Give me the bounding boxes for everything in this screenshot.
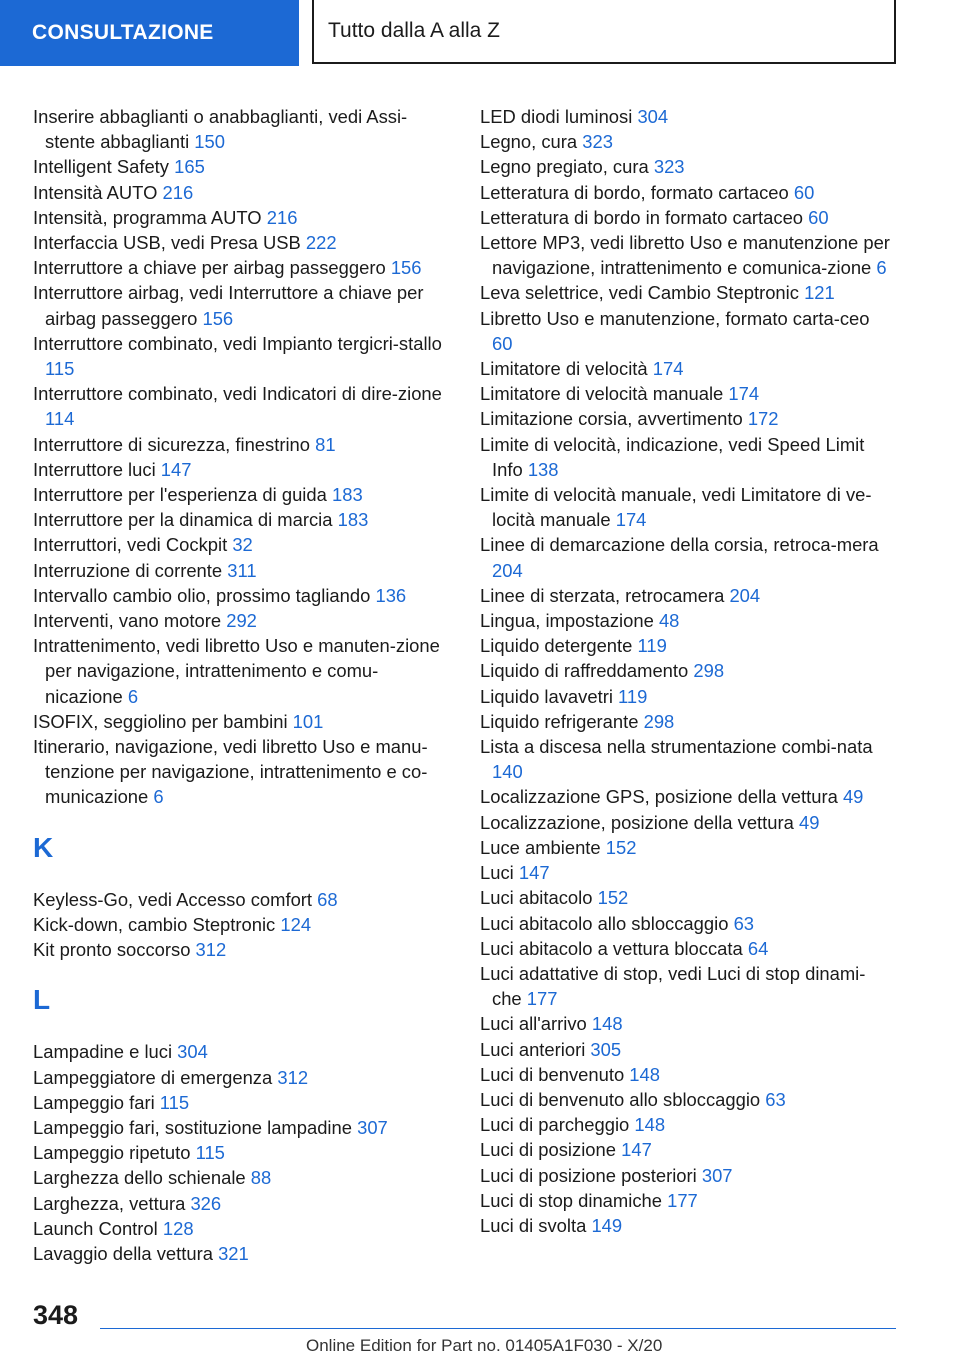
page-reference-link[interactable]: 124	[280, 913, 312, 935]
index-entry-text: Letteratura di bordo in formato cartaceo	[480, 206, 804, 228]
index-entry	[480, 306, 892, 356]
index-entry-text: Interruttore per l'esperienza di guida	[33, 484, 327, 506]
index-entry-text: Lampeggio fari	[33, 1091, 155, 1113]
index-entry-text: Lavaggio della vettura	[33, 1242, 213, 1264]
page-reference-link[interactable]: 298	[643, 710, 675, 732]
index-entry	[33, 1065, 453, 1090]
index-entry-text: Limitatore di velocità manuale	[480, 383, 724, 405]
index-entry-text: Interruttore luci	[33, 458, 156, 480]
index-entry	[33, 205, 453, 230]
page-reference-link[interactable]: 147	[518, 862, 550, 884]
index-entry-text: Interfaccia USB, vedi Presa USB	[33, 232, 301, 254]
index-entry	[480, 1163, 892, 1188]
index-entry-text: Larghezza dello schienale	[33, 1167, 246, 1189]
index-entry	[480, 936, 892, 961]
page-reference-link[interactable]: 114	[45, 408, 75, 430]
index-entry-text: Kit pronto soccorso	[33, 939, 191, 961]
index-entry	[33, 608, 453, 633]
index-entry-text: Luci abitacolo allo sbloccaggio	[480, 912, 729, 934]
index-entry-text: Itinerario, navigazione, vedi libretto Uso e manu-tenzione per navigazione, intrattenimento e co-municazione	[33, 736, 428, 808]
page-reference-link[interactable]: 312	[195, 939, 227, 961]
index-entry-text: Liquido lavavetri	[480, 685, 613, 707]
index-entry	[480, 180, 892, 205]
index-entry	[480, 129, 892, 154]
index-entry	[480, 532, 892, 582]
index-entry	[480, 1062, 892, 1087]
index-entry	[33, 1165, 453, 1190]
index-entry-text: Lista a discesa nella strumentazione combi-nata	[480, 736, 873, 758]
index-entry	[33, 1241, 453, 1266]
page-reference-link[interactable]: 304	[637, 106, 669, 127]
page-reference-link[interactable]: 115	[45, 358, 75, 380]
index-entry	[33, 1039, 453, 1064]
index-entry-text: Lettore MP3, vedi libretto Uso e manutenzione per navigazione, intrattenimento e comunica-zione	[480, 232, 890, 279]
index-entry	[33, 734, 453, 810]
index-entry	[480, 406, 892, 431]
index-entry	[33, 280, 453, 330]
index-entry-text: Inserire abbaglianti o anabbaglianti, vedi Assi-stente abbaglianti	[33, 106, 408, 153]
index-entry	[33, 154, 453, 179]
page-reference-link[interactable]: 6	[876, 257, 887, 279]
index-entry-text: Localizzazione GPS, posizione della vettura	[480, 786, 838, 808]
index-entry-text: Luci di benvenuto allo sbloccaggio	[480, 1088, 761, 1110]
index-entry-text: Legno, cura	[480, 131, 578, 153]
index-letter-heading: L	[33, 984, 51, 1016]
index-entry-text: Luci all'arrivo	[480, 1013, 587, 1035]
page-reference-link[interactable]: 326	[190, 1192, 222, 1214]
index-entry-text: Luci adattative di stop, vedi Luci di stop dinami-che	[480, 962, 866, 1010]
page-reference-link[interactable]: 311	[227, 559, 257, 581]
index-entry	[480, 230, 892, 280]
index-entry	[480, 784, 892, 809]
page-reference-link[interactable]: 119	[618, 685, 648, 707]
page-reference-link[interactable]: 148	[591, 1013, 623, 1035]
page-reference-link[interactable]: 292	[226, 610, 257, 632]
index-column-right	[480, 104, 892, 1238]
index-entry	[33, 180, 453, 205]
index-entry	[480, 104, 892, 129]
page-reference-link[interactable]: 321	[218, 1242, 249, 1264]
index-entry-text: Luce ambiente	[480, 836, 601, 858]
index-column-left	[33, 104, 453, 1266]
index-entry	[480, 734, 892, 784]
index-entry-text: Linee di sterzata, retrocamera	[480, 584, 725, 606]
index-entry	[33, 633, 453, 709]
index-entry	[33, 331, 453, 381]
index-entry-text: Liquido refrigerante	[480, 710, 639, 732]
index-entry	[33, 532, 453, 557]
index-entry-text: Interruttore di sicurezza, finestrino	[33, 433, 310, 455]
index-entry	[33, 709, 453, 734]
page-reference-link[interactable]: 165	[174, 156, 205, 178]
page-reference-link[interactable]: 60	[793, 181, 815, 203]
index-entry-text: Linee di demarcazione della corsia, retroca-mera	[480, 534, 879, 556]
page-reference-link[interactable]: 149	[591, 1214, 623, 1236]
index-entry-text: Luci di posizione posteriori	[480, 1164, 697, 1186]
index-entry-text: Intervallo cambio olio, prossimo tagliando	[33, 584, 371, 606]
index-entry	[33, 1216, 453, 1241]
page-reference-link[interactable]: 152	[605, 836, 637, 858]
index-entry-text: Interruttore airbag, vedi Interruttore a chiave per airbag passeggero	[33, 282, 424, 329]
index-entry-text: Keyless-Go, vedi Accesso comfort	[33, 888, 313, 910]
index-entry	[480, 356, 892, 381]
index-entry	[480, 709, 892, 734]
index-entry-text: Interruzione di corrente	[33, 559, 223, 581]
page-reference-link[interactable]: 305	[590, 1038, 622, 1060]
index-entry	[480, 583, 892, 608]
index-entry	[480, 1137, 892, 1162]
index-entry	[480, 1112, 892, 1137]
page-reference-link[interactable]: 136	[375, 584, 407, 606]
index-entry	[480, 432, 892, 482]
index-entry	[33, 457, 453, 482]
index-entry	[480, 608, 892, 633]
index-entry-text: Liquido di raffreddamento	[480, 660, 689, 682]
index-entry	[480, 810, 892, 835]
section-tab: CONSULTAZIONE	[0, 0, 299, 66]
index-letter-heading: K	[33, 831, 54, 863]
index-entry	[480, 684, 892, 709]
page-reference-link[interactable]: 183	[337, 509, 369, 531]
page-reference-link[interactable]: 48	[658, 610, 680, 632]
index-entry-text: Liquido detergente	[480, 635, 633, 657]
index-entry	[33, 1115, 453, 1140]
page-reference-link[interactable]: 307	[701, 1164, 733, 1186]
page-reference-link[interactable]: 121	[804, 282, 835, 304]
page-reference-link[interactable]: 147	[621, 1139, 652, 1161]
page-reference-link[interactable]: 177	[667, 1189, 698, 1211]
page-reference-link[interactable]: 138	[527, 458, 559, 480]
index-entry	[480, 381, 892, 406]
page-reference-link[interactable]: 115	[159, 1091, 190, 1113]
index-entry-text: Luci anteriori	[480, 1038, 586, 1060]
page-reference-link[interactable]: 88	[250, 1167, 272, 1189]
page-reference-link[interactable]: 183	[331, 484, 363, 506]
index-entry-text: Intrattenimento, vedi libretto Uso e manuten-zione per navigazione, intrattenimento e comu-nicazione	[33, 635, 440, 707]
page-reference-link[interactable]: 304	[177, 1041, 208, 1063]
index-entry-text: Limite di velocità, indicazione, vedi Speed Limit Info	[480, 433, 865, 480]
index-entry-text: Larghezza, vettura	[33, 1192, 186, 1214]
page-header	[0, 0, 960, 66]
index-entry-text: Limitazione corsia, avvertimento	[480, 408, 743, 430]
index-entry-text: Kick-down, cambio Steptronic	[33, 913, 276, 935]
index-entry-text: Luci di benvenuto	[480, 1063, 625, 1085]
page-reference-link[interactable]: 174	[728, 383, 760, 405]
index-entry	[480, 658, 892, 683]
page-reference-link[interactable]: 49	[842, 786, 864, 808]
page-reference-link[interactable]: 172	[747, 408, 779, 430]
footer-edition: Online Edition for Part no. 01405A1F030 - X/20	[306, 1336, 663, 1355]
page-reference-link[interactable]: 6	[153, 786, 164, 808]
index-entry-text: LED diodi luminosi	[480, 106, 633, 127]
index-entry-text: Localizzazione, posizione della vettura	[480, 811, 794, 833]
index-entry	[480, 482, 892, 532]
index-entry	[33, 912, 453, 937]
page-reference-link[interactable]: 60	[808, 206, 829, 228]
page-reference-link[interactable]: 150	[194, 131, 225, 153]
page-reference-link[interactable]: 152	[597, 887, 629, 909]
index-entry-text: Luci di parcheggio	[480, 1114, 630, 1136]
page-reference-link[interactable]: 156	[202, 307, 234, 329]
index-entry-text: Interruttore a chiave per airbag passeggero	[33, 257, 386, 279]
index-entry-text: Limitatore di velocità	[480, 358, 648, 380]
index-entry	[480, 1213, 892, 1238]
index-entry-text: Launch Control	[33, 1217, 158, 1239]
index-entry-text: Luci di stop dinamiche	[480, 1189, 662, 1211]
index-entry-text: Luci	[480, 862, 514, 884]
index-entry-text: Lampeggiatore di emergenza	[33, 1066, 273, 1088]
index-entry-text: Intensità AUTO	[33, 181, 158, 203]
page-reference-link[interactable]: 298	[693, 660, 725, 682]
index-entry	[480, 205, 892, 230]
index-entry	[480, 633, 892, 658]
index-entry	[33, 104, 453, 154]
index-entry-text: Legno pregiato, cura	[480, 156, 649, 178]
page-reference-link[interactable]: 216	[266, 206, 298, 228]
index-entry-text: Luci abitacolo a vettura bloccata	[480, 937, 743, 959]
page-reference-link[interactable]: 140	[492, 761, 523, 783]
index-entry-text: Libretto Uso e manutenzione, formato carta-ceo	[480, 307, 870, 329]
page-reference-link[interactable]: 115	[195, 1142, 225, 1164]
page-reference-link[interactable]: 6	[127, 685, 139, 707]
index-entry-text: Lampeggio fari, sostituzione lampadine	[33, 1116, 352, 1138]
index-entry-text: Lingua, impostazione	[480, 610, 654, 632]
page-reference-link[interactable]: 323	[582, 131, 613, 153]
index-entry-text: Lampeggio ripetuto	[33, 1142, 191, 1164]
index-entry	[480, 1087, 892, 1112]
index-entry-text: Interventi, vano motore	[33, 610, 222, 632]
index-entry	[33, 887, 453, 912]
page-reference-link[interactable]: 177	[526, 988, 558, 1010]
index-entry	[33, 1090, 453, 1115]
page-reference-link[interactable]: 147	[160, 458, 192, 480]
page-reference-link[interactable]: 128	[162, 1217, 194, 1239]
page-reference-link[interactable]: 204	[729, 584, 761, 606]
index-entry-text: Leva selettrice, vedi Cambio Steptronic	[480, 282, 799, 304]
index-entry-text: Letteratura di bordo, formato cartaceo	[480, 181, 789, 203]
index-entry-text: Lampadine e luci	[33, 1041, 173, 1063]
index-entry-text: Interruttori, vedi Cockpit	[33, 534, 228, 556]
page-reference-link[interactable]: 32	[232, 534, 253, 556]
index-entry-text: Interruttore combinato, vedi Indicatori di dire-zione	[33, 383, 442, 405]
page-reference-link[interactable]: 68	[317, 888, 338, 910]
index-entry	[33, 482, 453, 507]
index-entry	[480, 911, 892, 936]
index-entry	[33, 432, 453, 457]
index-entry-text: ISOFIX, seggiolino per bambini	[33, 710, 288, 732]
page-reference-link[interactable]: 148	[634, 1114, 666, 1136]
footer-divider	[100, 1328, 896, 1329]
page-reference-link[interactable]: 49	[798, 811, 820, 833]
index-entry	[33, 381, 453, 431]
page-reference-link[interactable]: 222	[305, 232, 337, 254]
index-entry	[33, 1140, 453, 1165]
index-entry-text: Luci abitacolo	[480, 887, 593, 909]
index-entry-text: Limite di velocità manuale, vedi Limitatore di ve-locità manuale	[480, 484, 872, 531]
index-entry	[480, 1037, 892, 1062]
chapter-title: Tutto dalla A alla Z	[312, 0, 896, 64]
index-entry	[33, 230, 453, 255]
page-reference-link[interactable]: 63	[733, 912, 755, 934]
index-entry	[480, 1188, 892, 1213]
page-reference-link[interactable]: 119	[637, 635, 667, 657]
index-entry	[480, 1011, 892, 1036]
index-entry	[480, 280, 892, 305]
index-entry	[480, 961, 892, 1011]
page-reference-link[interactable]: 174	[652, 358, 684, 380]
index-entry	[33, 1191, 453, 1216]
index-entry	[480, 860, 892, 885]
index-entry-text: Intensità, programma AUTO	[33, 206, 262, 228]
index-entry-text: Interruttore combinato, vedi Impianto tergicri-stallo	[33, 332, 442, 354]
page-reference-link[interactable]: 101	[292, 710, 324, 732]
index-entry	[33, 507, 453, 532]
page-number: 348	[33, 1300, 79, 1330]
index-entry-text: Luci di svolta	[480, 1214, 587, 1236]
index-entry	[33, 558, 453, 583]
page-reference-link[interactable]: 323	[653, 156, 685, 178]
page-reference-link[interactable]: 156	[390, 257, 422, 279]
page-reference-link[interactable]: 60	[492, 332, 513, 354]
index-entry	[33, 937, 453, 962]
page-reference-link[interactable]: 63	[765, 1088, 786, 1110]
index-entry-text: Luci di posizione	[480, 1139, 616, 1161]
index-entry	[480, 835, 892, 860]
page-reference-link[interactable]: 204	[492, 559, 523, 581]
page-reference-link[interactable]: 81	[315, 433, 336, 455]
index-entry	[480, 154, 892, 179]
index-entry	[33, 255, 453, 280]
page-reference-link[interactable]: 148	[629, 1063, 660, 1085]
page-reference-link[interactable]: 307	[357, 1116, 388, 1138]
page-reference-link[interactable]: 174	[615, 509, 647, 531]
index-entry-text: Interruttore per la dinamica di marcia	[33, 509, 333, 531]
page-reference-link[interactable]: 216	[162, 181, 194, 203]
page-reference-link[interactable]: 64	[747, 937, 769, 959]
index-entry-text: Intelligent Safety	[33, 156, 169, 178]
index-entry	[480, 885, 892, 910]
page-reference-link[interactable]: 312	[277, 1066, 309, 1088]
index-entry	[33, 583, 453, 608]
